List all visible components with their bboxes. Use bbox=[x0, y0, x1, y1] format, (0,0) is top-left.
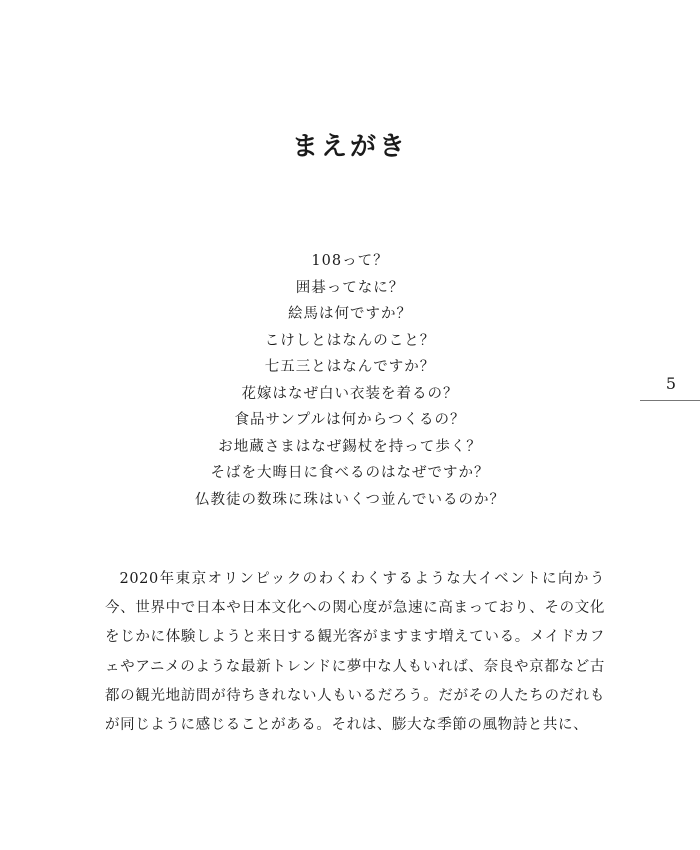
page-number-rule bbox=[640, 400, 700, 401]
question-list bbox=[0, 248, 700, 513]
question-item: お地蔵さまはなぜ錫杖を持って歩く？ bbox=[218, 438, 482, 455]
question-item: 七五三とはなんですか？ bbox=[264, 359, 436, 375]
question-item: 絵馬は何ですか？ bbox=[288, 306, 412, 322]
question-item: 仏教徒の数珠に珠はいくつ並んでいるのか？ bbox=[195, 491, 505, 508]
question-item: 囲碁ってなに？ bbox=[295, 279, 405, 296]
question-item: そばを大晦日に食べるのはなぜですか？ bbox=[210, 465, 490, 481]
page-number: 5 bbox=[665, 374, 677, 393]
question-item: こけしとはなんのこと？ bbox=[264, 332, 436, 349]
body-paragraph: 2020年東京オリンピックのわくわくするような大イベントに向かう今、世界中で日本や日本文化への関心度が急速に高まっており、その文化をじかに体験しようと来日する観光客がますます増えている。メイドカフェやアニメのような最新トレンドに夢中な人もいれば、奈良や京都など古都の観光地訪問が待ちきれない人もいるだろう。だがその人たちのだれもが同じように感じることがある。それは、膨大な季節の風物詩と共に、 bbox=[105, 571, 605, 734]
question-item: 食品サンプルは何からつくるの？ bbox=[234, 412, 466, 428]
question-item: 108って？ bbox=[311, 253, 389, 269]
question-item: 花嫁はなぜ白い衣装を着るの？ bbox=[241, 385, 459, 402]
page-title: まえがき bbox=[291, 132, 408, 163]
